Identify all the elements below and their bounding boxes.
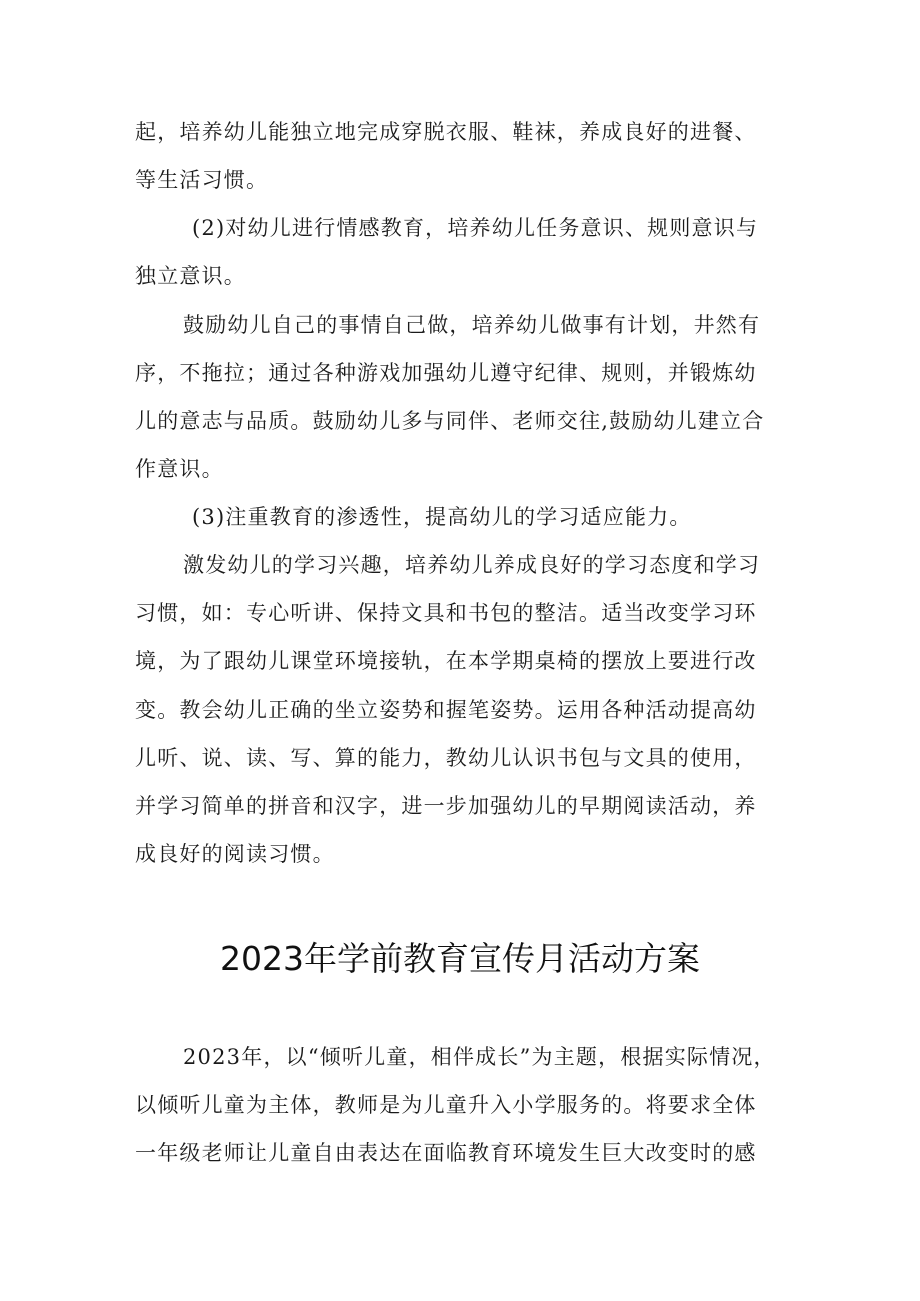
paragraph-line: 习惯，如：专心听讲、保持文具和书包的整洁。适当改变学习环 bbox=[135, 601, 757, 625]
paragraph-line: 序，不拖拉；通过各种游戏加强幼儿遵守纪律、规则，并锻炼幼 bbox=[135, 361, 757, 385]
paragraph-line: 境，为了跟幼儿课堂环境接轨，在本学期桌椅的摆放上要进行改 bbox=[135, 649, 757, 673]
document-title: 2023年学前教育宣传月活动方案 bbox=[220, 939, 700, 978]
paragraph-line: 变。教会幼儿正确的坐立姿势和握笔姿势。运用各种活动提高幼 bbox=[135, 698, 757, 722]
paragraph-line: (3)注重教育的渗透性，提高幼儿的学习适应能力。 bbox=[192, 505, 692, 529]
paragraph-line: 等生活习惯。 bbox=[135, 168, 269, 192]
paragraph-line: 儿听、说、读、写、算的能力，教幼儿认识书包与文具的使用， bbox=[135, 746, 757, 770]
paragraph-line: 起，培养幼儿能独立地完成穿脱衣服、鞋袜，养成良好的进餐、 bbox=[135, 120, 757, 144]
paragraph-line: 一年级老师让儿童自由表达在面临教育环境发生巨大改变时的感 bbox=[135, 1141, 757, 1165]
paragraph-line: 成良好的阅读习惯。 bbox=[135, 842, 335, 866]
paragraph-line: 激发幼儿的学习兴趣，培养幼儿养成良好的学习态度和学习 bbox=[183, 553, 761, 577]
paragraph-line: 鼓励幼儿自己的事情自己做，培养幼儿做事有计划，井然有 bbox=[183, 313, 761, 337]
paragraph-line: 2023年，以“倾听儿童，相伴成长”为主题，根据实际情况， bbox=[183, 1045, 776, 1069]
paragraph-line: (2)对幼儿进行情感教育，培养幼儿任务意识、规则意识与 bbox=[192, 216, 759, 240]
paragraph-line: 独立意识。 bbox=[135, 264, 246, 288]
paragraph-line: 作意识。 bbox=[135, 457, 224, 481]
paragraph-line: 儿的意志与品质。鼓励幼儿多与同伴、老师交往,鼓励幼儿建立合 bbox=[135, 409, 765, 433]
paragraph-line: 以倾听儿童为主体，教师是为儿童升入小学服务的。将要求全体 bbox=[135, 1093, 757, 1117]
paragraph-line: 并学习简单的拼音和汉字，进一步加强幼儿的早期阅读活动，养 bbox=[135, 794, 757, 818]
